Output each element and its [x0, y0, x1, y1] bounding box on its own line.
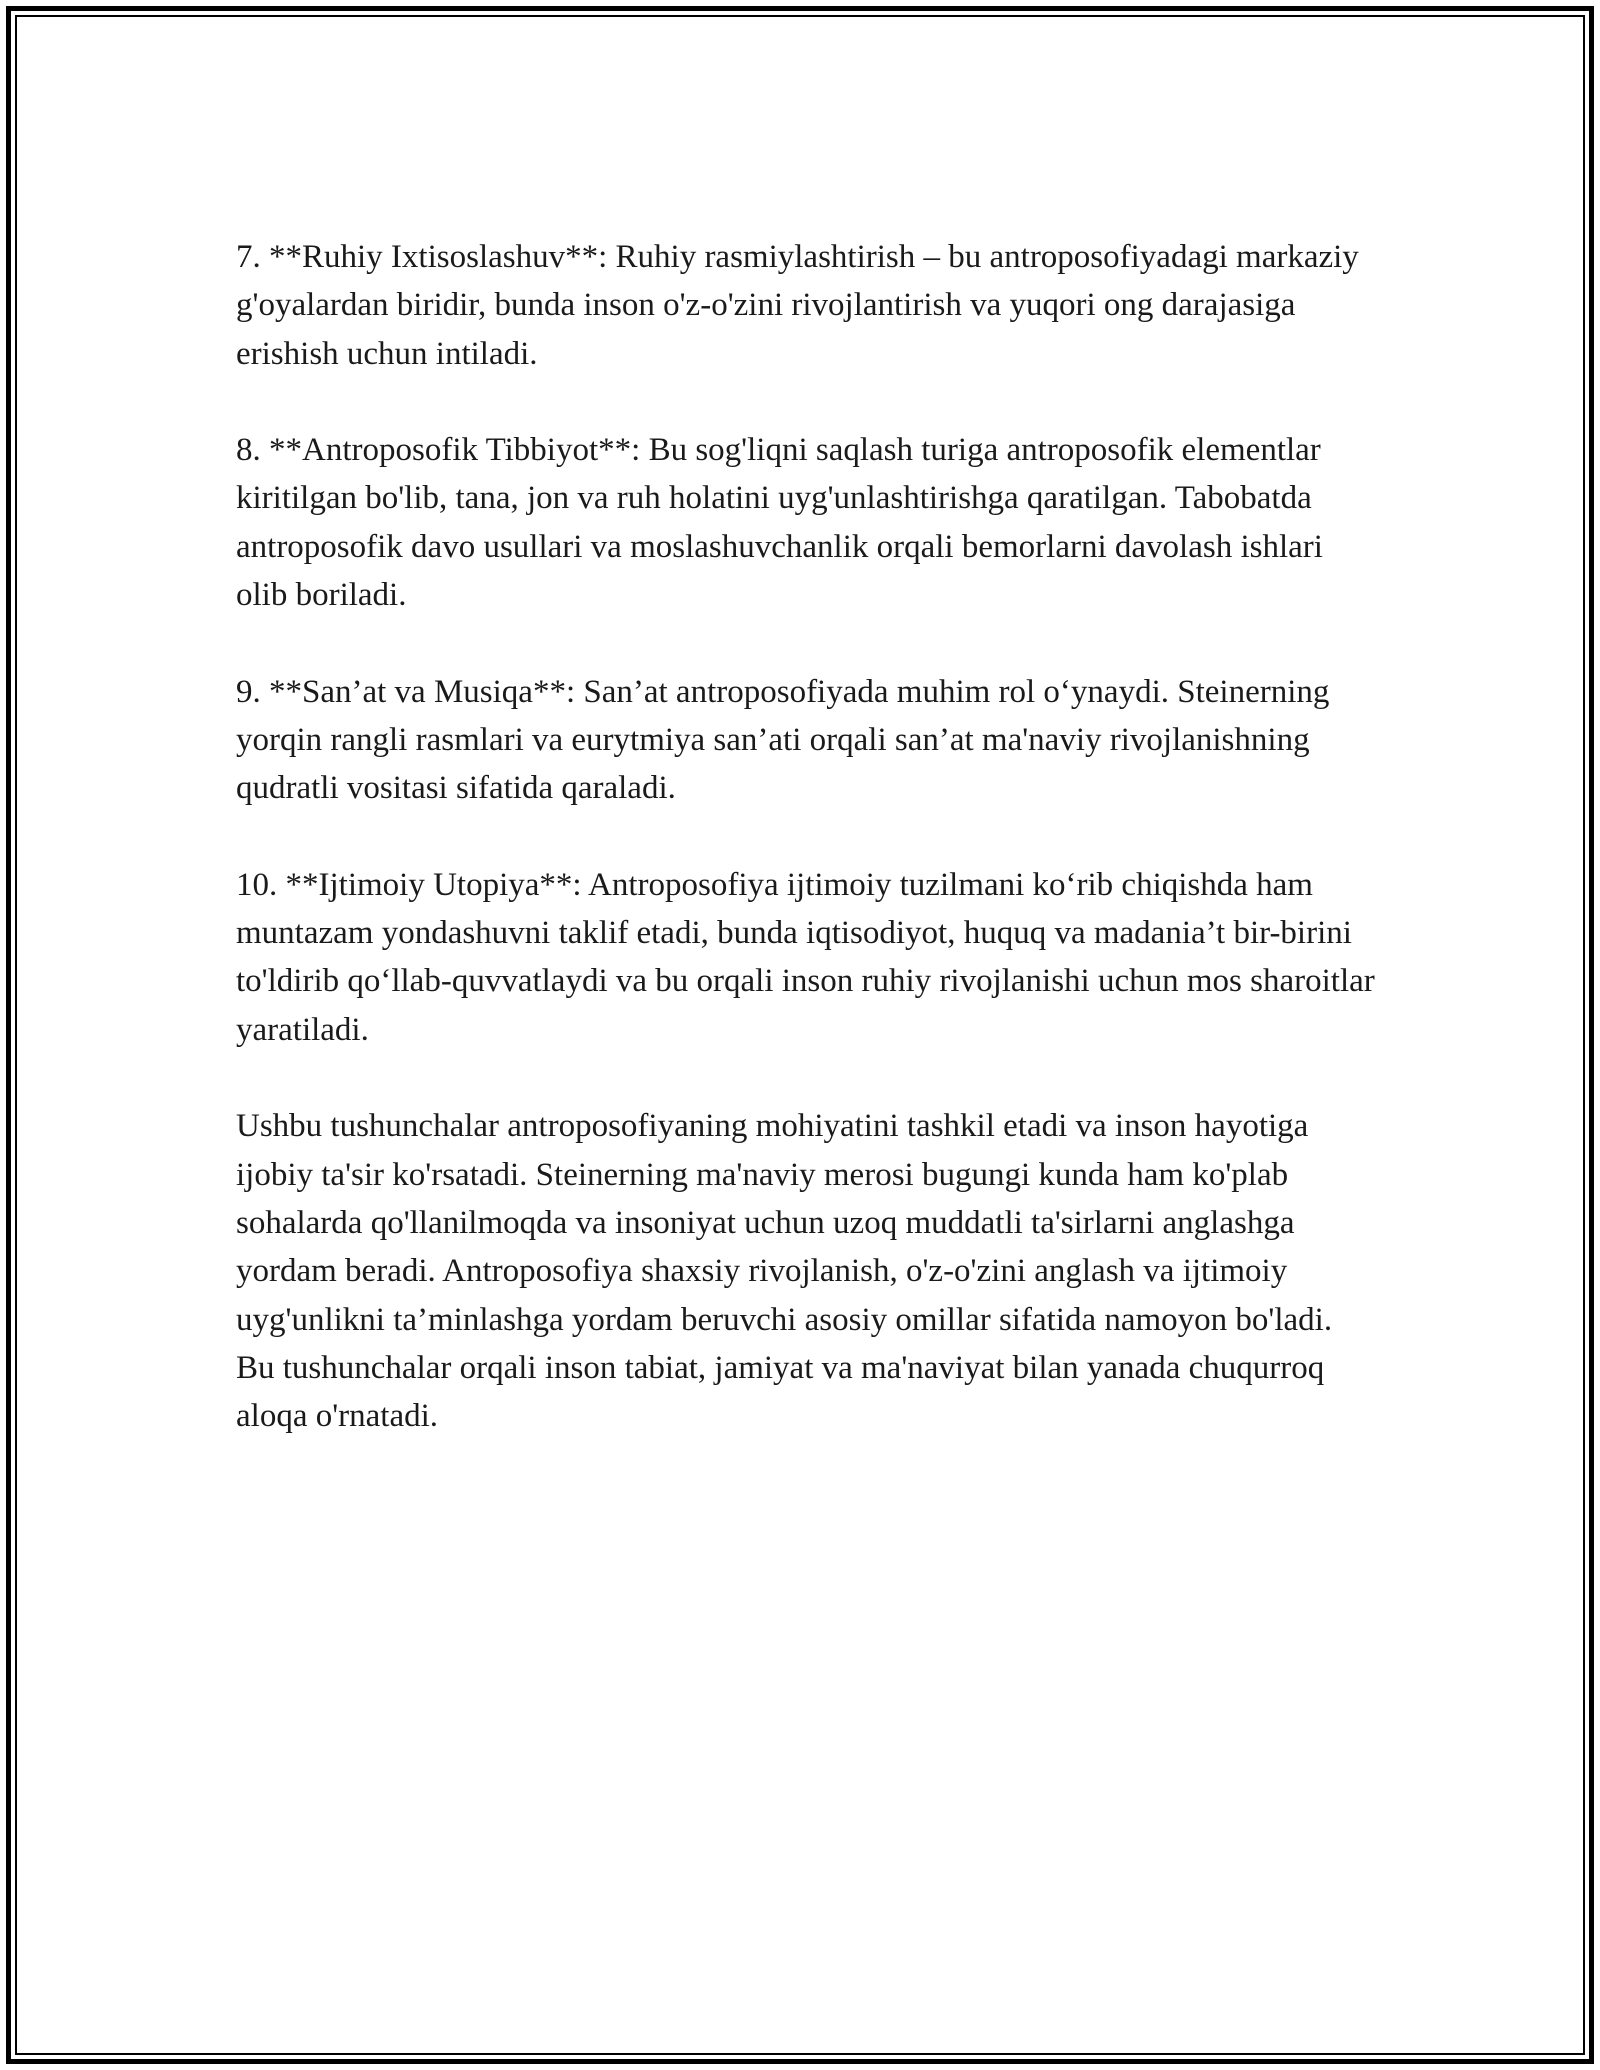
paragraph-item-8: 8. **Antroposofik Tibbiyot**: Bu sog'liqni saqlash turiga antroposofik elementlar kiritilgan bo'lib, tana, jon va ruh holatini uyg'unlashtirishga qaratilgan. Tabobatda antroposofik davo usullari va moslashuvchanlik orqali bemorlarni davolash ishlari olib boriladi.: [236, 432, 1323, 614]
document-body: [236, 233, 1376, 1440]
paragraph-item-9: 9. **San’at va Musiqa**: San’at antroposofiyada muhim rol o‘ynaydi. Steinerning yorqin rangli rasmlari va eurytmiya san’ati orqali san’at ma'naviy rivojlanishning qudratli vositasi sifatida qaraladi.: [236, 673, 1330, 807]
paragraph-conclusion: Ushbu tushunchalar antroposofiyaning mohiyatini tashkil etadi va inson hayotiga ijobiy ta'sir ko'rsatadi. Steinerning ma'naviy merosi bugungi kunda ham ko'plab sohalarda qo'llanilmoqda va insoniyat uchun uzoq muddatli ta'sirlarni anglashga yordam beradi. Antroposofiya shaxsiy rivojlanish, o'z-o'zini anglash va ijtimoiy uyg'unlikni ta’minlashga yordam beruvchi asosiy omillar sifatida namoyon bo'ladi. Bu tushunchalar orqali inson tabiat, jamiyat va ma'naviyat bilan yanada chuqurroq aloqa o'rnatadi.: [236, 1108, 1333, 1435]
paragraph-item-7: 7. **Ruhiy Ixtisoslashuv**: Ruhiy rasmiylashtirish – bu antroposofiyadagi markaziy g'oyalardan biridir, bunda inson o'z-o'zini rivojlantirish va yuqori ong darajasiga erishish uchun intiladi.: [236, 239, 1359, 372]
paragraph-item-10: 10. **Ijtimoiy Utopiya**: Antroposofiya ijtimoiy tuzilmani ko‘rib chiqishda ham muntazam yondashuvni taklif etadi, bunda iqtisodiyot, huquq va madania’t bir-birini to'ldirib qo‘llab-quvvatlaydi va bu orqali inson ruhiy rivojlanishi uchun mos sharoitlar yaratiladi.: [236, 866, 1375, 1048]
